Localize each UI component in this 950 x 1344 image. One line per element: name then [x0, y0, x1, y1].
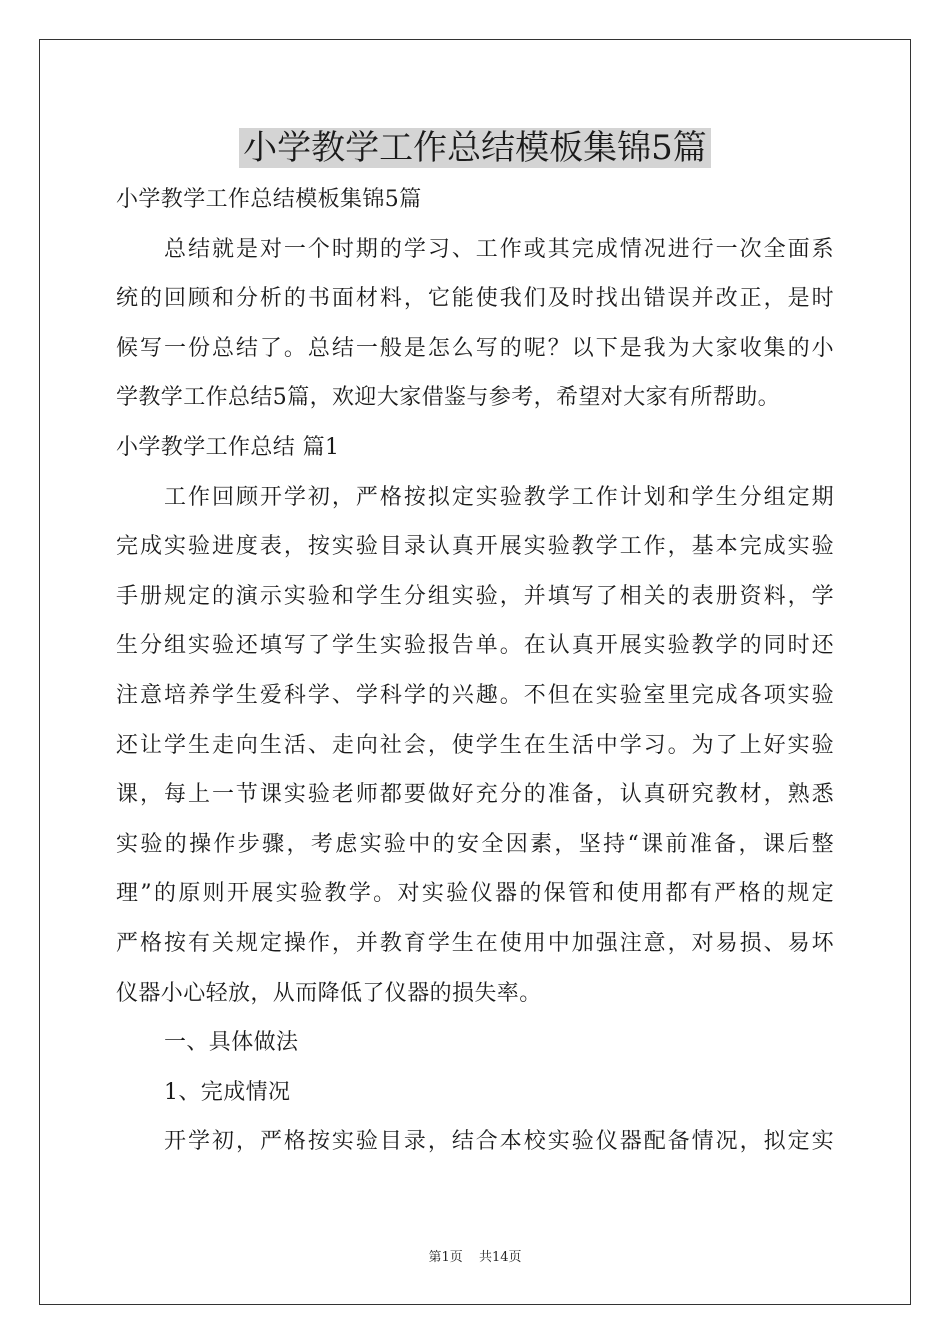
paragraph-line: 开学初，严格按实验目录，结合本校实验仪器配备情况，拟定实	[164, 1129, 834, 1155]
document-body	[116, 175, 834, 1167]
document-title-text: 小学教学工作总结模板集锦5篇	[239, 128, 711, 168]
page-total: 共14页	[478, 1250, 522, 1265]
paragraph-line: 实验的操作步骤，考虑实验中的安全因素，坚持“课前准备，课后整	[116, 831, 834, 857]
page-footer	[0, 1246, 950, 1265]
paragraph-line: 课，每上一节课实验老师都要做好充分的准备，认真研究教材，熟悉	[116, 782, 834, 808]
subheading-line: 1、完成情况	[164, 1079, 291, 1105]
paragraph-line: 理”的原则开展实验教学。对实验仪器的保管和使用都有严格的规定	[116, 881, 834, 907]
subheading-line: 一、具体做法	[164, 1030, 299, 1056]
paragraph-line: 仪器小心轻放，从而降低了仪器的损失率。	[116, 980, 542, 1006]
paragraph-line: 统的回顾和分析的书面材料，它能使我们及时找出错误并改正，是时	[116, 286, 834, 312]
paragraph-line: 注意培养学生爱科学、学科学的兴趣。不但在实验室里完成各项实验	[116, 682, 834, 708]
paragraph-line: 学教学工作总结5篇，欢迎大家借鉴与参考，希望对大家有所帮助。	[116, 385, 780, 411]
section-heading: 小学教学工作总结 篇1	[116, 434, 340, 460]
paragraph-line: 严格按有关规定操作，并教育学生在使用中加强注意，对易损、易坏	[116, 930, 834, 956]
paragraph-line: 工作回顾开学初，严格按拟定实验教学工作计划和学生分组定期	[164, 484, 834, 510]
paragraph-line: 完成实验进度表，按实验目录认真开展实验教学工作，基本完成实验	[116, 534, 834, 560]
paragraph-line: 还让学生走向生活、走向社会，使学生在生活中学习。为了上好实验	[116, 732, 834, 758]
paragraph-line: 手册规定的演示实验和学生分组实验，并填写了相关的表册资料，学	[116, 583, 834, 609]
subtitle-line: 小学教学工作总结模板集锦5篇	[116, 187, 422, 212]
paragraph-line: 总结就是对一个时期的学习、工作或其完成情况进行一次全面系	[164, 236, 834, 262]
page-number: 第1页	[428, 1250, 463, 1265]
paragraph-line: 候写一份总结了。总结一般是怎么写的呢？以下是我为大家收集的小	[116, 335, 834, 361]
paragraph-line: 生分组实验还填写了学生实验报告单。在认真开展实验教学的同时还	[116, 633, 834, 659]
document-title	[0, 122, 950, 174]
